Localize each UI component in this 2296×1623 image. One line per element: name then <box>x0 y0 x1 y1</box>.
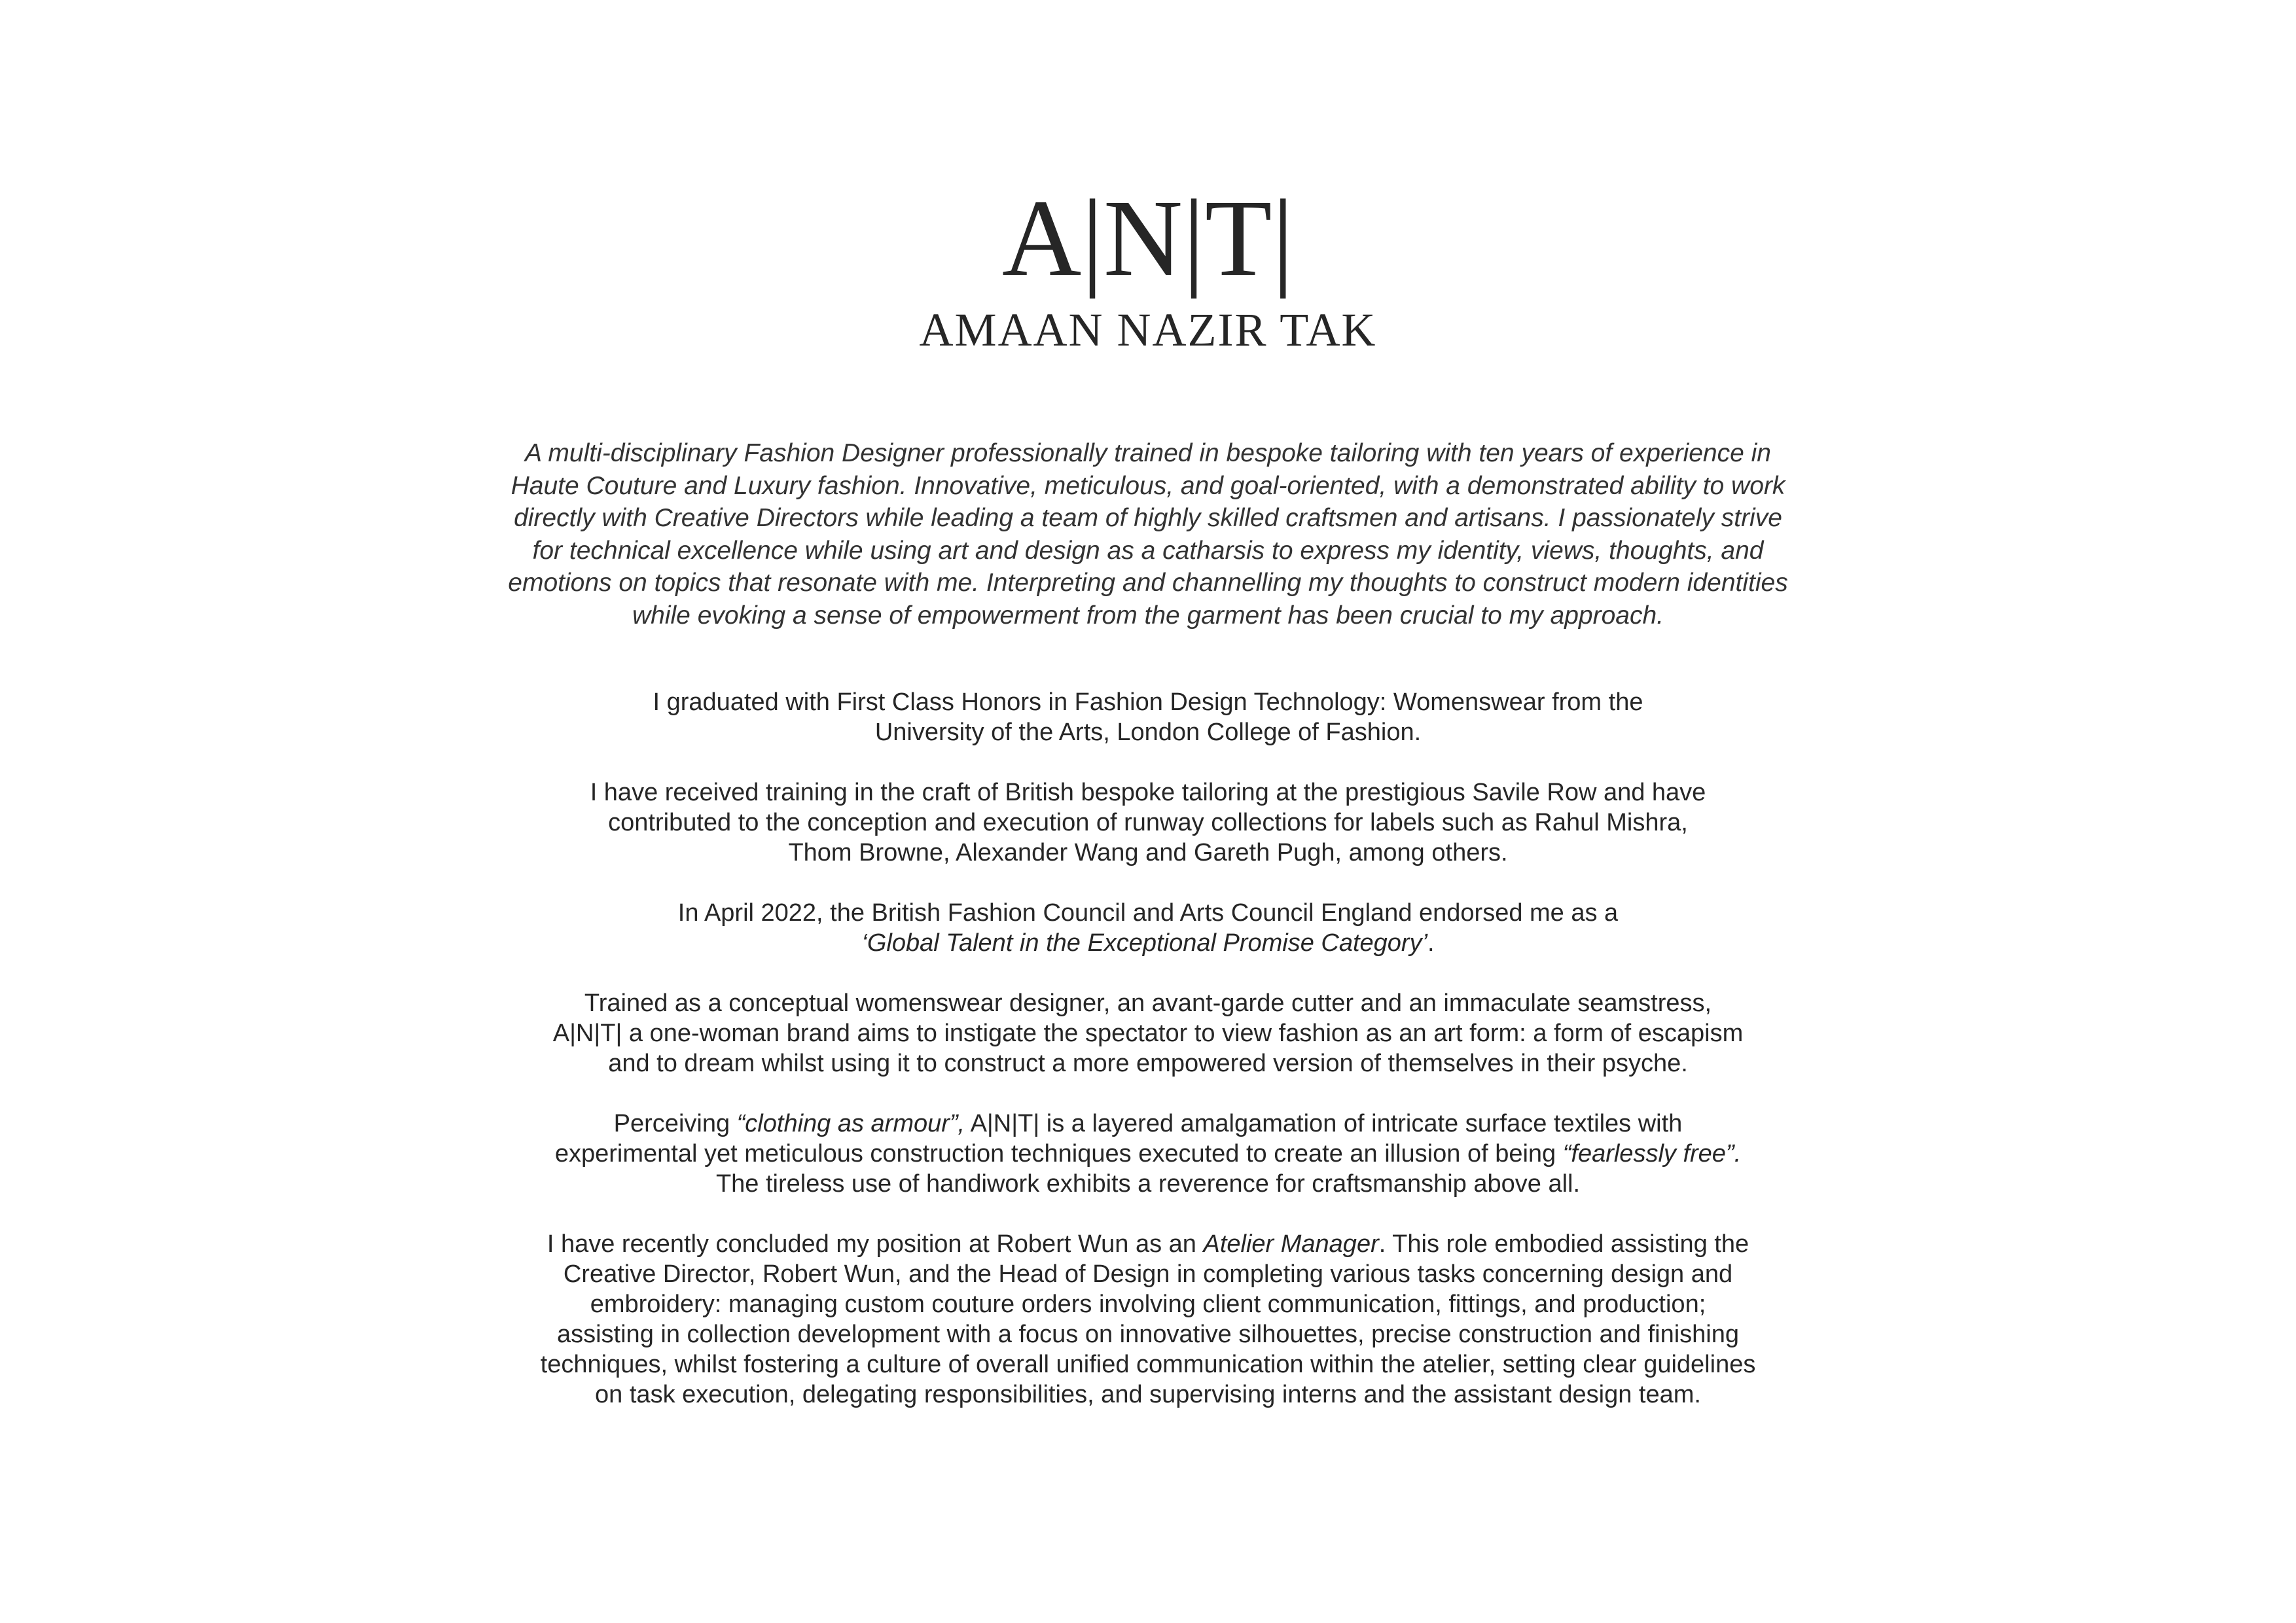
training-paragraph <box>458 777 1838 868</box>
philosophy-line <box>458 1139 1838 1169</box>
brand-logo: A|N|T| <box>1001 177 1295 299</box>
intro-paragraph <box>458 437 1838 632</box>
training-line: Thom Browne, Alexander Wang and Gareth Pugh, among others. <box>788 839 1508 866</box>
brand-paragraph <box>458 988 1838 1079</box>
endorsement-period: . <box>1427 929 1435 957</box>
philosophy-text: Perceiving <box>613 1110 737 1137</box>
philosophy-text: A|N|T| is a layered amalgamation of intricate surface textiles with <box>965 1110 1683 1137</box>
philosophy-quote: “fearlessly free”. <box>1562 1140 1742 1168</box>
philosophy-paragraph <box>458 1109 1838 1199</box>
education-paragraph <box>458 687 1838 747</box>
education-line: University of the Arts, London College of Fashion. <box>874 719 1422 746</box>
brand-line: Trained as a conceptual womenswear designer, an avant-garde cutter and an immaculate seamstress, <box>584 990 1712 1017</box>
experience-line: Creative Director, Robert Wun, and the Head of Design in completing various tasks concerning design and <box>563 1260 1733 1288</box>
experience-line: embroidery: managing custom couture orders involving client communication, fittings, and production; <box>590 1291 1706 1318</box>
designer-name: AMAAN NAZIR TAK <box>919 304 1377 356</box>
experience-line <box>458 1229 1838 1259</box>
philosophy-text: experimental yet meticulous construction techniques executed to create an illusion of being <box>554 1140 1563 1168</box>
training-line: I have received training in the craft of British bespoke tailoring at the prestigious Savile Row and have <box>590 779 1706 806</box>
experience-line: assisting in collection development with a focus on innovative silhouettes, precise construction and finishing <box>556 1321 1740 1348</box>
philosophy-line <box>458 1109 1838 1139</box>
intro-line: while evoking a sense of empowerment from the garment has been crucial to my approach. <box>632 601 1664 630</box>
experience-line: techniques, whilst fostering a culture of overall unified communication within the atelier, setting clear guidelines <box>540 1351 1756 1378</box>
brand-line: and to dream whilst using it to construct a more empowered version of themselves in their psyche. <box>608 1050 1688 1077</box>
brand-line: A|N|T| a one-woman brand aims to instigate the spectator to view fashion as an art form: a form of escapism <box>552 1020 1744 1047</box>
biography-body <box>458 687 1838 1440</box>
endorsement-category: ‘Global Talent in the Exceptional Promise Category’ <box>861 929 1428 957</box>
experience-text: . This role embodied assisting the <box>1378 1230 1749 1258</box>
intro-line: for technical excellence while using art and design as a catharsis to express my identity, views, thoughts, and <box>532 536 1764 565</box>
experience-paragraph <box>458 1229 1838 1410</box>
endorsement-line <box>458 928 1838 958</box>
experience-role: Atelier Manager <box>1203 1230 1379 1258</box>
training-line: contributed to the conception and execution of runway collections for labels such as Rahul Mishra, <box>608 809 1688 836</box>
education-line: I graduated with First Class Honors in Fashion Design Technology: Womenswear from the <box>653 688 1643 716</box>
intro-line: directly with Creative Directors while leading a team of highly skilled craftsmen and artisans. I passionately strive <box>514 504 1782 533</box>
endorsement-line: In April 2022, the British Fashion Council and Arts Council England endorsed me as a <box>677 899 1619 927</box>
intro-line: emotions on topics that resonate with me. Interpreting and channelling my thoughts to construct modern identities <box>508 569 1788 597</box>
intro-line: Haute Couture and Luxury fashion. Innovative, meticulous, and goal-oriented, with a demonstrated ability to work <box>511 471 1785 500</box>
experience-line: on task execution, delegating responsibilities, and supervising interns and the assistant design team. <box>595 1381 1701 1408</box>
philosophy-quote: “clothing as armour”, <box>736 1110 965 1137</box>
intro-line: A multi-disciplinary Fashion Designer professionally trained in bespoke tailoring with ten years of experience in <box>524 439 1771 467</box>
endorsement-paragraph <box>458 898 1838 958</box>
philosophy-line: The tireless use of handiwork exhibits a reverence for craftsmanship above all. <box>715 1170 1581 1198</box>
experience-text: I have recently concluded my position at Robert Wun as an <box>547 1230 1204 1258</box>
